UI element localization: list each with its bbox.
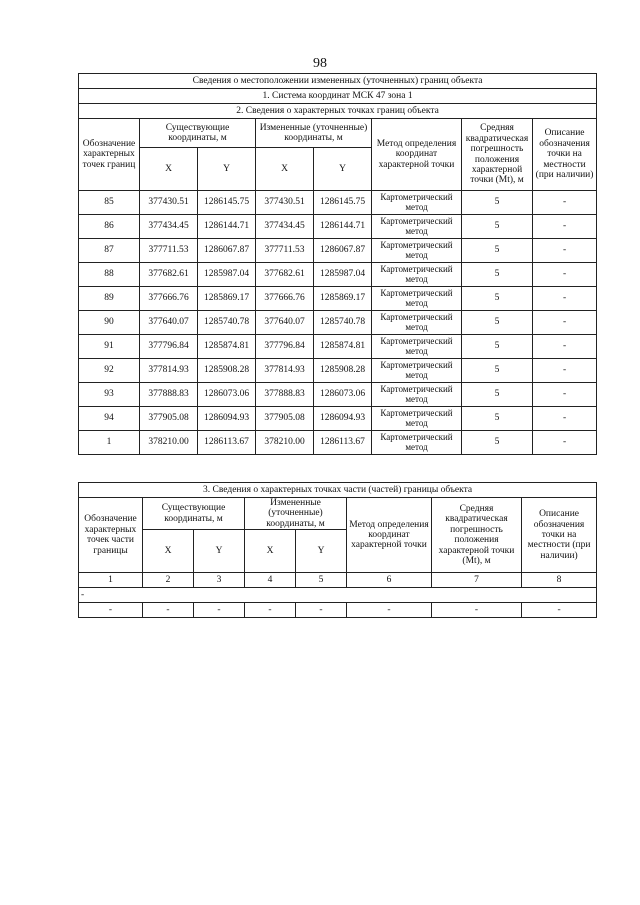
existing-x-cell: 377796.84 [140,335,198,359]
method-cell: Картометрический метод [372,359,462,383]
method-cell: Картометрический метод [372,191,462,215]
changed-x-cell: 378210.00 [256,431,314,455]
changed-y-cell: 1286094.93 [314,407,372,431]
header-point-designation: Обозначение характерных точек границ [79,119,140,191]
point-cell: 94 [79,407,140,431]
empty-cell: - [79,603,143,618]
point-cell: 93 [79,383,140,407]
header2-changed-coords: Измененные (уточненные) координаты, м [245,498,347,530]
existing-y-cell: 1285987.04 [198,263,256,287]
changed-y-cell: 1285908.28 [314,359,372,383]
description-cell: - [533,239,597,263]
part-boundary-points-table [78,482,597,618]
changed-y-cell: 1285987.04 [314,263,372,287]
error-cell: 5 [462,359,533,383]
header-changed-x: X [256,148,314,191]
section-boundary-points: 2. Сведения о характерных точках границ объекта [79,104,597,119]
method-cell: Картометрический метод [372,335,462,359]
header2-existing-x: X [143,530,194,573]
point-cell: 85 [79,191,140,215]
existing-x-cell: 377888.83 [140,383,198,407]
column-number: 7 [432,573,522,588]
header-changed-y: Y [314,148,372,191]
description-cell: - [533,383,597,407]
existing-x-cell: 377434.45 [140,215,198,239]
point-cell: 87 [79,239,140,263]
header-description: Описание обозначения точки на местности (при наличии) [533,119,597,191]
table-row [79,311,597,335]
changed-x-cell: 377905.08 [256,407,314,431]
header-changed-coords: Измененные (уточненные) координаты, м [256,119,372,148]
empty-cell: - [432,603,522,618]
table-row [79,407,597,431]
existing-x-cell: 378210.00 [140,431,198,455]
method-cell: Картометрический метод [372,215,462,239]
existing-y-cell: 1286094.93 [198,407,256,431]
changed-x-cell: 377430.51 [256,191,314,215]
changed-x-cell: 377666.76 [256,287,314,311]
table-row [79,191,597,215]
changed-y-cell: 1285869.17 [314,287,372,311]
section-coordinate-system: 1. Система координат МСК 47 зона 1 [79,89,597,104]
table-row [79,431,597,455]
method-cell: Картометрический метод [372,311,462,335]
existing-y-cell: 1285874.81 [198,335,256,359]
changed-x-cell: 377796.84 [256,335,314,359]
column-number: 5 [296,573,347,588]
table-row [79,287,597,311]
empty-cell: - [347,603,432,618]
header-method: Метод определения координат характерной точки [372,119,462,191]
method-cell: Картометрический метод [372,407,462,431]
existing-x-cell: 377814.93 [140,359,198,383]
header-existing-x: X [140,148,198,191]
existing-x-cell: 377905.08 [140,407,198,431]
changed-x-cell: 377434.45 [256,215,314,239]
method-cell: Картометрический метод [372,287,462,311]
description-cell: - [533,311,597,335]
changed-x-cell: 377711.53 [256,239,314,263]
error-cell: 5 [462,407,533,431]
changed-y-cell: 1286144.71 [314,215,372,239]
changed-y-cell: 1286145.75 [314,191,372,215]
boundary-points-table [78,73,597,455]
changed-x-cell: 377682.61 [256,263,314,287]
section-part-boundary: 3. Сведения о характерных точках части (частей) границы объекта [79,483,597,498]
point-cell: 89 [79,287,140,311]
existing-y-cell: 1286113.67 [198,431,256,455]
header-existing-y: Y [198,148,256,191]
description-cell: - [533,431,597,455]
existing-y-cell: 1285740.78 [198,311,256,335]
document-title: Сведения о местоположении измененных (уточненных) границ объекта [79,74,597,89]
description-cell: - [533,335,597,359]
changed-y-cell: 1286073.06 [314,383,372,407]
empty-cell: - [245,603,296,618]
header-error: Средняя квадратическая погрешность положения характерной точки (Mt), м [462,119,533,191]
error-cell: 5 [462,431,533,455]
column-number: 2 [143,573,194,588]
changed-x-cell: 377640.07 [256,311,314,335]
existing-y-cell: 1286144.71 [198,215,256,239]
empty-cell: - [522,603,597,618]
table-row [79,263,597,287]
header2-changed-x: X [245,530,296,573]
changed-y-cell: 1286113.67 [314,431,372,455]
changed-x-cell: 377814.93 [256,359,314,383]
point-cell: 90 [79,311,140,335]
table-row [79,359,597,383]
header2-point-designation: Обозначение характерных точек части границы [79,498,143,573]
table-row [79,239,597,263]
point-cell: 92 [79,359,140,383]
changed-y-cell: 1286067.87 [314,239,372,263]
existing-y-cell: 1286067.87 [198,239,256,263]
header2-changed-y: Y [296,530,347,573]
existing-x-cell: 377711.53 [140,239,198,263]
error-cell: 5 [462,239,533,263]
error-cell: 5 [462,263,533,287]
part-designation-cell: - [79,588,597,603]
changed-y-cell: 1285874.81 [314,335,372,359]
header2-existing-coords: Существующие координаты, м [143,498,245,530]
changed-y-cell: 1285740.78 [314,311,372,335]
page-number: 98 [313,56,327,71]
table-row [79,215,597,239]
existing-y-cell: 1286145.75 [198,191,256,215]
empty-data-row [79,603,597,618]
method-cell: Картометрический метод [372,431,462,455]
error-cell: 5 [462,335,533,359]
column-number: 6 [347,573,432,588]
table-row [79,335,597,359]
existing-y-cell: 1285869.17 [198,287,256,311]
column-number: 1 [79,573,143,588]
existing-x-cell: 377640.07 [140,311,198,335]
part-designation-row [79,588,597,603]
table-row [79,383,597,407]
header2-description: Описание обозначения точки на местности (при наличии) [522,498,597,573]
changed-x-cell: 377888.83 [256,383,314,407]
description-cell: - [533,263,597,287]
empty-cell: - [296,603,347,618]
header-existing-coords: Существующие координаты, м [140,119,256,148]
point-cell: 1 [79,431,140,455]
error-cell: 5 [462,287,533,311]
method-cell: Картометрический метод [372,239,462,263]
description-cell: - [533,191,597,215]
error-cell: 5 [462,311,533,335]
header2-existing-y: Y [194,530,245,573]
column-numbers-row [79,573,597,588]
description-cell: - [533,215,597,239]
error-cell: 5 [462,215,533,239]
point-cell: 88 [79,263,140,287]
empty-cell: - [143,603,194,618]
error-cell: 5 [462,383,533,407]
empty-cell: - [194,603,245,618]
method-cell: Картометрический метод [372,383,462,407]
description-cell: - [533,407,597,431]
existing-y-cell: 1286073.06 [198,383,256,407]
description-cell: - [533,359,597,383]
point-cell: 86 [79,215,140,239]
point-cell: 91 [79,335,140,359]
column-number: 8 [522,573,597,588]
error-cell: 5 [462,191,533,215]
header2-method: Метод определения координат характерной точки [347,498,432,573]
existing-y-cell: 1285908.28 [198,359,256,383]
column-number: 3 [194,573,245,588]
existing-x-cell: 377430.51 [140,191,198,215]
existing-x-cell: 377682.61 [140,263,198,287]
column-number: 4 [245,573,296,588]
method-cell: Картометрический метод [372,263,462,287]
existing-x-cell: 377666.76 [140,287,198,311]
description-cell: - [533,287,597,311]
header2-error: Средняя квадратическая погрешность положения характерной точки (Mt), м [432,498,522,573]
